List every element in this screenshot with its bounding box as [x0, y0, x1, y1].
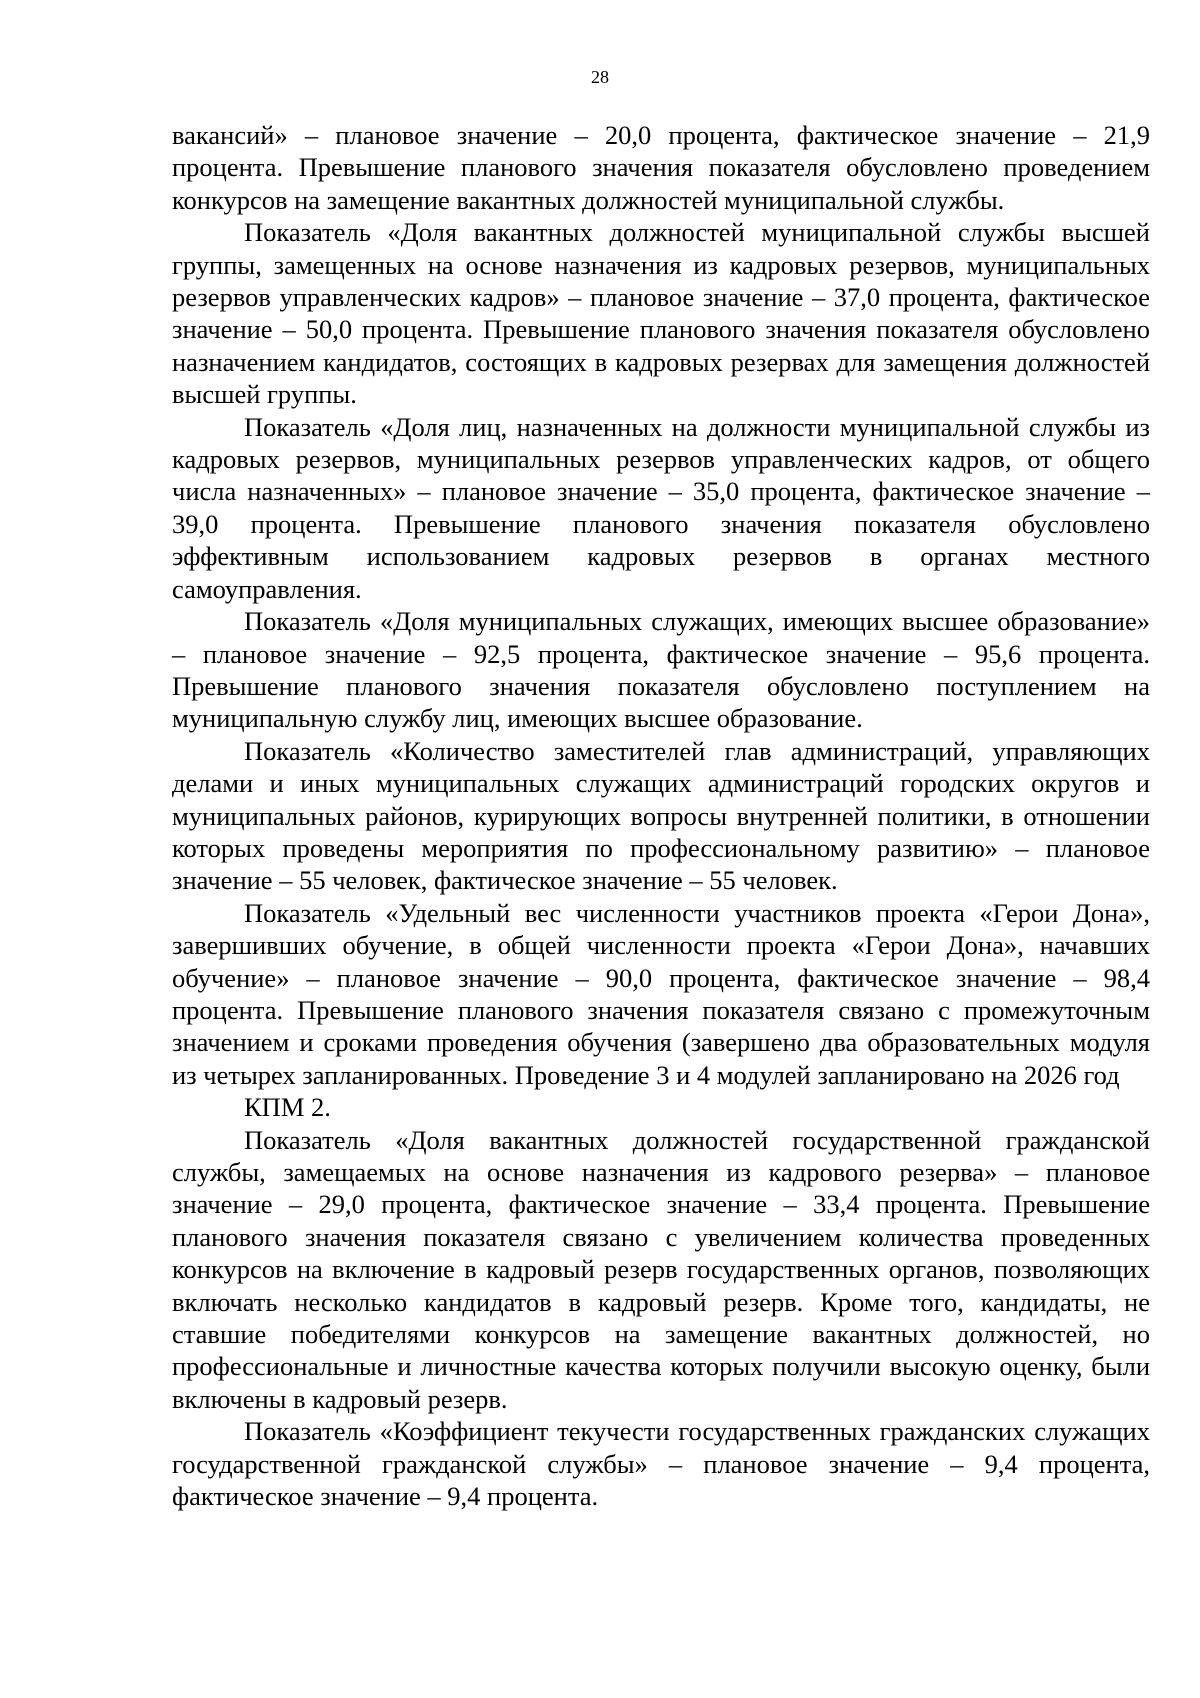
paragraph-indicator-professional-development: Показатель «Количество заместителей глав администраций, управляющих делами и иных муниципальных служащих администраций городских округов и муниципальных районов, курирующих вопросы внутренней политики, в отношении которых проведены мероприятия по профессиональному развитию» – плановое значение – 55 человек, фактическое значение – 55 человек.: [172, 735, 1150, 896]
paragraph-indicator-turnover: Показатель «Коэффициент текучести государственных гражданских служащих государственной гражданской службы» – плановое значение – 9,4 процента, фактическое значение – 9,4 процента.: [172, 1416, 1150, 1512]
paragraph-indicator-higher-education: Показатель «Доля муниципальных служащих, имеющих высшее образование» – плановое значение – 92,5 процента, фактическое значение – 95,6 процента. Превышение планового значения показателя обусловлено поступлением на муниципальную службу лиц, имеющих высшее образование.: [172, 606, 1150, 734]
paragraph-indicator-heroes-of-don: Показатель «Удельный вес численности участников проекта «Герои Дона», завершивших обучение, в общей численности проекта «Герои Дона», начавших обучение» – плановое значение – 90,0 процента, фактическое значение – 98,4 процента. Превышение планового значения показателя связано с промежуточным значением и сроками проведения обучения (завершено два образовательных модуля из четырех запланированных. Проведение 3 и 4 модулей запланировано на 2026 год: [172, 897, 1150, 1090]
section-heading-kpm-2: КПМ 2.: [244, 1092, 331, 1123]
page-number: 28: [591, 67, 609, 87]
paragraph-indicator-appointed-from-reserve: Показатель «Доля лиц, назначенных на должности муниципальной службы из кадровых резервов, муниципальных резервов управленческих кадров, от общего числа назначенных» – плановое значение – 35,0 процента, фактическое значение – 39,0 процента. Превышение планового значения показателя обусловлено эффективным использованием кадровых резервов в органах местного самоуправления.: [172, 411, 1150, 604]
paragraph-indicator-state-vacancies: Показатель «Доля вакантных должностей государственной гражданской службы, замещаемых на основе назначения из кадрового резерва» – плановое значение – 29,0 процента, фактическое значение – 33,4 процента. Превышение планового значения показателя связано с увеличением количества проведенных конкурсов на включение в кадровый резерв государственных органов, позволяющих включать несколько кандидатов в кадровый резерв. Кроме того, кандидаты, не ставшие победителями конкурсов на замещение вакантных должностей, но профессиональные и личностные качества которых получили высокую оценку, были включены в кадровый резерв.: [172, 1124, 1150, 1414]
paragraph-indicator-vacancies-higher-group: Показатель «Доля вакантных должностей муниципальной службы высшей группы, замещенных на основе назначения из кадровых резервов, муниципальных резервов управленческих кадров» – плановое значение – 37,0 процента, фактическое значение – 50,0 процента. Превышение планового значения показателя обусловлено назначением кандидатов, состоящих в кадровых резервах для замещения должностей высшей группы.: [172, 217, 1150, 410]
document-body: [172, 119, 1150, 1512]
paragraph-continuation: вакансий» – плановое значение – 20,0 процента, фактическое значение – 21,9 процента. Превышение планового значения показателя обусловлено проведением конкурсов на замещение вакантных должностей муниципальной службы.: [172, 120, 1150, 215]
